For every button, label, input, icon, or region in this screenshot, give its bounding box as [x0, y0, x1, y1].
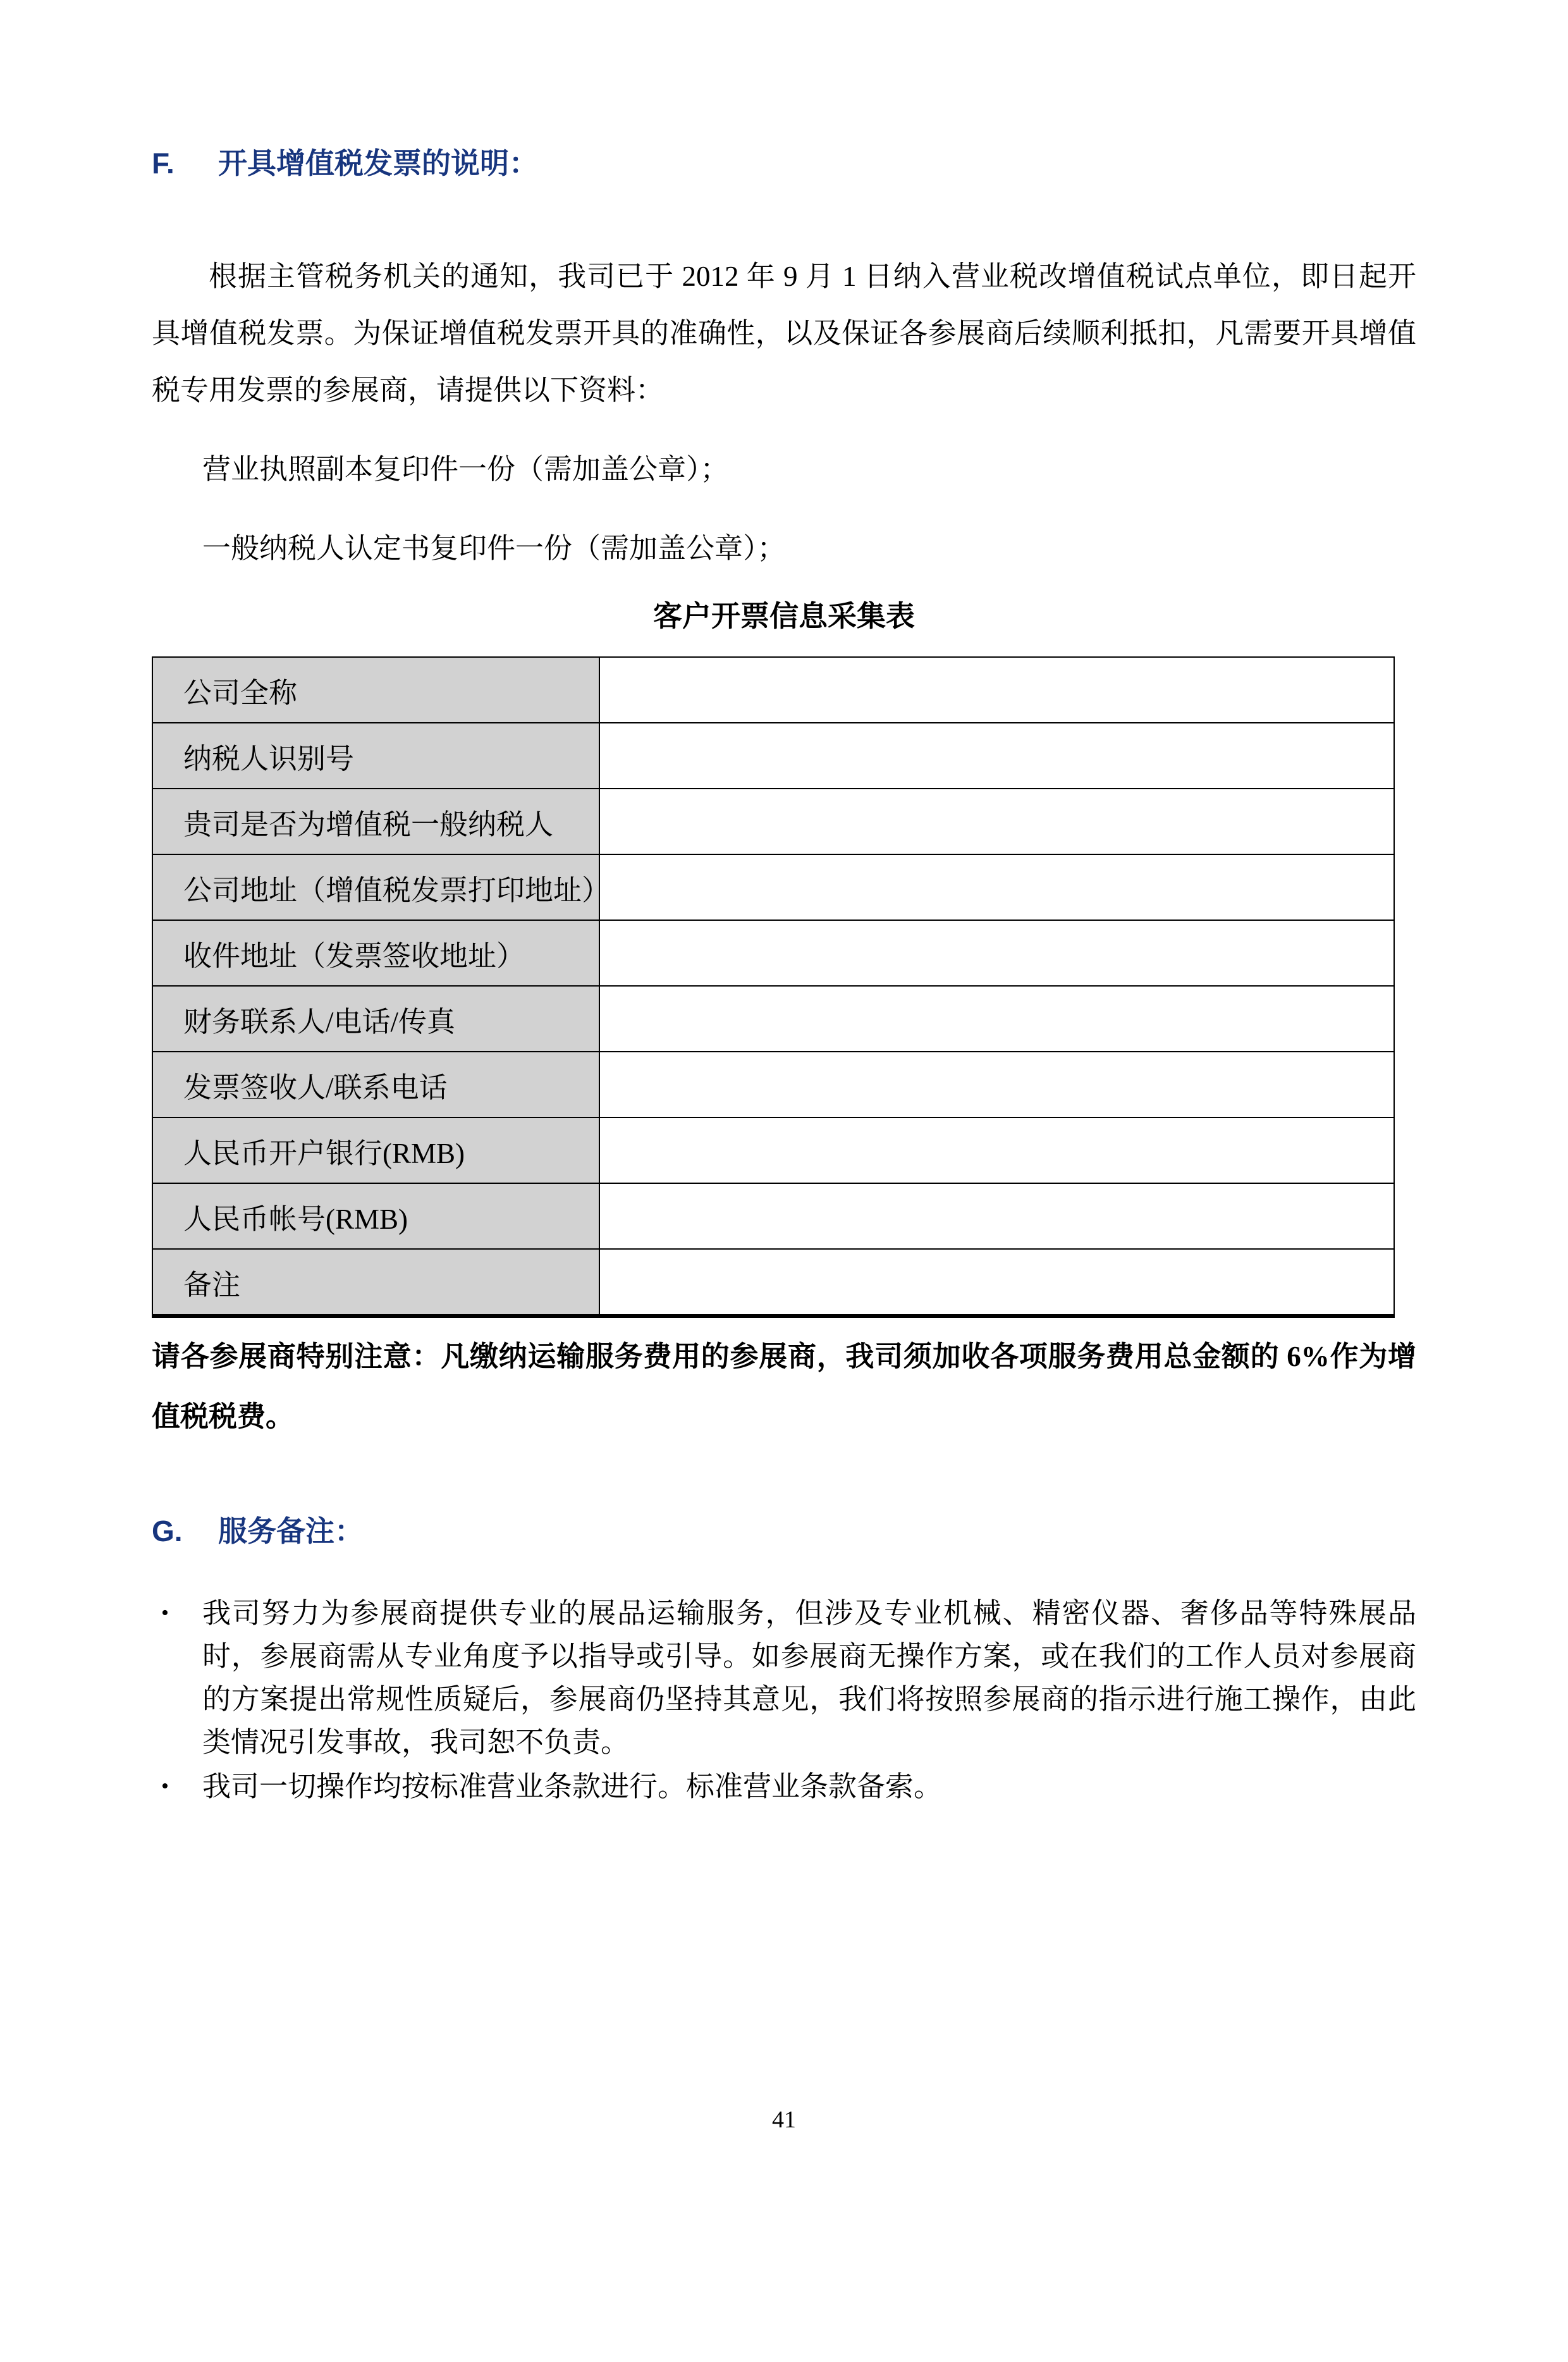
row-label: 人民币帐号(RMB)	[152, 1183, 599, 1249]
section-f-title: 开具增值税发票的说明：	[218, 147, 538, 180]
row-value	[599, 657, 1394, 723]
row-label: 财务联系人/电话/传真	[152, 986, 599, 1052]
table-row	[152, 657, 1394, 723]
document-page	[0, 144, 1568, 2136]
row-label: 纳税人识别号	[152, 723, 599, 789]
table-row	[152, 723, 1394, 789]
table-row	[152, 854, 1394, 920]
list-item	[152, 1765, 1416, 1808]
row-label: 备注	[152, 1249, 599, 1316]
required-document-item: 营业执照副本复印件一份（需加盖公章）；	[202, 453, 729, 485]
section-f-label: F.	[152, 147, 175, 180]
table-row	[152, 1249, 1394, 1316]
required-document-item: 一般纳税人认定书复印件一份（需加盖公章）；	[202, 532, 786, 564]
row-label: 贵司是否为增值税一般纳税人	[152, 789, 599, 854]
list-item	[152, 1592, 1416, 1764]
page-footer	[152, 2104, 1416, 2136]
row-value	[599, 854, 1394, 920]
customer-invoice-info-table	[152, 656, 1395, 1318]
invoice-table-title: 客户开票信息采集表	[653, 600, 915, 632]
bullet-icon: •	[161, 1601, 169, 1625]
row-value	[599, 1052, 1394, 1117]
row-value	[599, 1249, 1394, 1316]
row-label: 公司全称	[152, 657, 599, 723]
row-value	[599, 920, 1394, 986]
row-label: 公司地址（增值税发票打印地址）	[152, 854, 599, 920]
table-row	[152, 789, 1394, 854]
page-number: 41	[772, 2107, 796, 2133]
section-f-intro-paragraph: 根据主管税务机关的通知，我司已于 2012 年 9 月 1 日纳入营业税改增值税试点单位，即日起开具增值税发票。为保证增值税发票开具的准确性，以及保证各参展商后续顺利抵扣，凡需要开具增值税专用发票的参展商，请提供以下资料：	[152, 261, 1416, 406]
table-row	[152, 1183, 1394, 1249]
row-label: 人民币开户银行(RMB)	[152, 1117, 599, 1183]
service-notes-list	[152, 1592, 1416, 1808]
list-item-text: 我司努力为参展商提供专业的展品运输服务，但涉及专业机械、精密仪器、奢侈品等特殊展品时，参展商需从专业角度予以指导或引导。如参展商无操作方案，或在我们的工作人员对参展商的方案提出常规性质疑后，参展商仍坚持其意见，我们将按照参展商的指示进行施工操作，由此类情况引发事故，我司恕不负责。	[202, 1597, 1416, 1758]
section-f-heading	[152, 144, 1416, 182]
row-value	[599, 986, 1394, 1052]
row-value	[599, 1183, 1394, 1249]
section-g-title: 服务备注：	[218, 1515, 364, 1547]
table-row	[152, 1117, 1394, 1183]
row-value	[599, 1117, 1394, 1183]
vat-surcharge-note: 请各参展商特别注意：凡缴纳运输服务费用的参展商，我司须加收各项服务费用总金额的 6%作为增值税税费。	[152, 1341, 1416, 1432]
row-value	[599, 789, 1394, 854]
section-g-heading	[152, 1512, 1416, 1550]
section-g-label: G.	[152, 1515, 183, 1547]
list-item-text: 我司一切操作均按标准营业条款进行。标准营业条款备索。	[202, 1771, 943, 1802]
table-row	[152, 986, 1394, 1052]
table-row	[152, 920, 1394, 986]
row-label: 收件地址（发票签收地址）	[152, 920, 599, 986]
row-value	[599, 723, 1394, 789]
table-row	[152, 1052, 1394, 1117]
bullet-icon: •	[161, 1775, 169, 1798]
row-label: 发票签收人/联系电话	[152, 1052, 599, 1117]
